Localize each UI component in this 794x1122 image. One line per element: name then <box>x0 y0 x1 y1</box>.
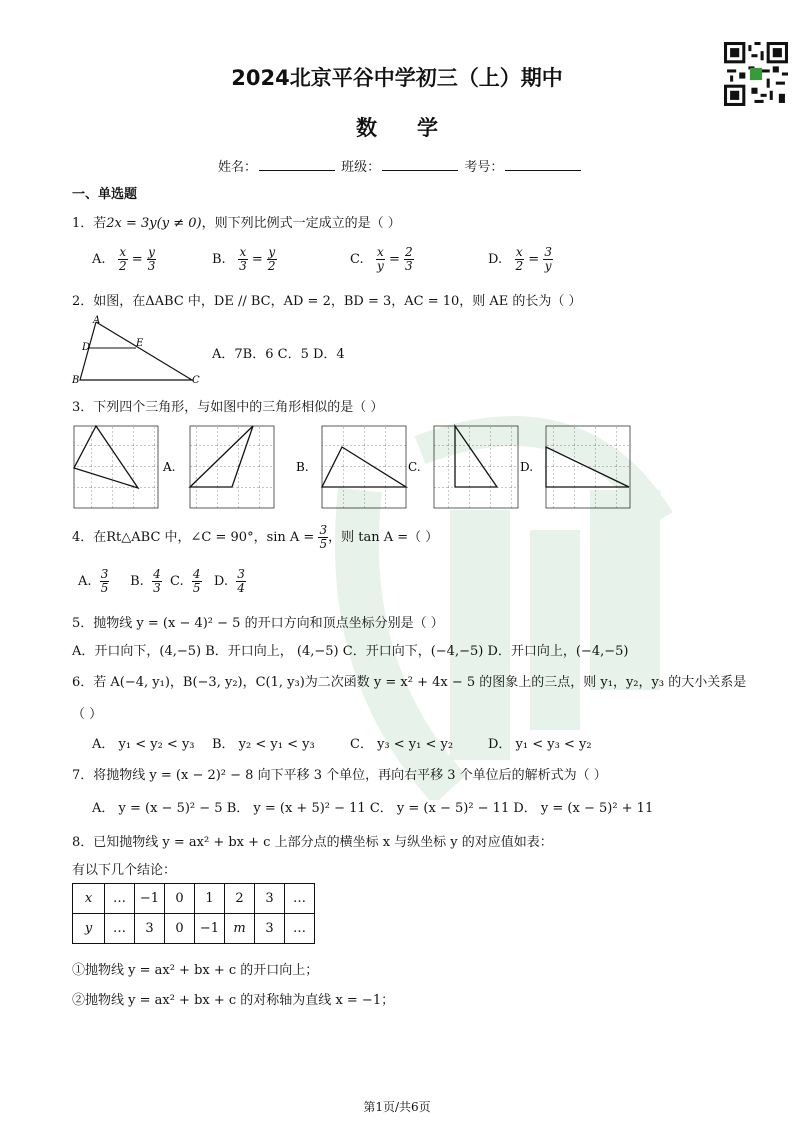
table-cell: … <box>285 914 315 944</box>
q5-options: A．开口向下，(4,−5) B．开口向上， (4,−5) C．开口向下，(−4,−5) D．开口向上，(−4,−5) <box>72 644 629 659</box>
subject-title: 数学 <box>356 116 478 140</box>
q3-option-d-triangle <box>546 426 630 508</box>
class-blank[interactable] <box>382 158 458 171</box>
class-label: 班级： <box>341 160 381 175</box>
question-3-stem: 3．下列四个三角形，与如图中的三角形相似的是（ ） <box>72 400 384 415</box>
name-label: 姓名： <box>218 160 258 175</box>
section-title: 一、单选题 <box>72 187 138 202</box>
table-cell: … <box>105 914 135 944</box>
q2-label-b: B <box>72 375 80 386</box>
q2-label-c: C <box>192 375 200 386</box>
q6-option-d: D． y₁ < y₃ < y₂ <box>488 737 592 752</box>
q6-option-c: C． y₃ < y₁ < y₂ <box>350 737 454 752</box>
question-6-stem: 6．若 A(−4, y₁)，B(−3, y₂)，C(1, y₃)为二次函数 y = x² + 4x − 5 的图象上的三点，则 y₁，y₂，y₃ 的大小关系是 <box>72 675 747 690</box>
name-blank[interactable] <box>259 158 335 171</box>
question-7-stem: 7．将抛物线 y = (x − 2)² − 8 向下平移 3 个单位，再向右平移 3 个单位后的解析式为（ ） <box>72 768 607 783</box>
q3-option-d-label: D. <box>520 460 534 474</box>
table-cell: −1 <box>195 914 225 944</box>
table-cell: −1 <box>135 884 165 914</box>
q3-reference-triangle <box>74 426 158 508</box>
page-footer: 第1页/共6页 <box>363 1100 431 1114</box>
q2-label-a: A <box>93 315 101 326</box>
exam-no-blank[interactable] <box>505 158 581 171</box>
q1-option-a: A. $\frac{x}{2}$ = $\frac{y}{3}$ <box>92 245 156 274</box>
q3-option-c-triangle <box>434 426 518 508</box>
q4-options: A. $\frac{3}{5}$ B. $\frac{4}{3}$ C. $\frac{4}{5}$ D. $\frac{3}{4}$ <box>78 567 245 596</box>
question-5-stem: 5．抛物线 y = (x − 4)² − 5 的开口方向和顶点坐标分别是（ ） <box>72 616 444 631</box>
q2-options: A．7B．6 C．5 D．4 <box>212 347 345 362</box>
q8-intro: 有以下几个结论： <box>72 863 177 878</box>
table-cell: 3 <box>255 884 285 914</box>
q6-option-b: B． y₂ < y₁ < y₃ <box>212 737 315 752</box>
question-2-stem: 2．如图，在ΔABC 中，DE // BC，AD = 2，BD = 3，AC = 10，则 AE 的长为（ ） <box>72 294 582 309</box>
table-cell: 1 <box>195 884 225 914</box>
q3-option-b-label: B. <box>296 460 309 474</box>
q7-options: A． y = (x − 5)² − 5 B． y = (x + 5)² − 11 C． y = (x − 5)² − 11 D． y = (x − 5)² + 11 <box>92 801 654 816</box>
table-cell: x <box>73 884 105 914</box>
question-8-stem: 8．已知抛物线 y = ax² + bx + c 上部分点的横坐标 x 与纵坐标 y 的对应值如表： <box>72 835 553 850</box>
table-row-y <box>73 914 315 944</box>
page-title: 2024北京平谷中学初三（上）期中 <box>231 66 563 90</box>
question-6-stem-cont: （ ） <box>72 707 103 722</box>
q8-conclusion-2: ②抛物线 y = ax² + bx + c 的对称轴为直线 x = −1； <box>72 993 395 1008</box>
table-cell: 3 <box>255 914 285 944</box>
table-cell: 2 <box>225 884 255 914</box>
table-cell: 3 <box>135 914 165 944</box>
q2-triangle-figure <box>70 314 205 386</box>
q6-option-a: A． y₁ < y₂ < y₃ <box>92 737 195 752</box>
q3-option-c-label: C. <box>408 460 421 474</box>
q1-option-b: B. $\frac{x}{3}$ = $\frac{y}{2}$ <box>212 245 276 274</box>
q2-label-e: E <box>136 338 144 349</box>
table-cell: y <box>73 914 105 944</box>
table-cell: … <box>105 884 135 914</box>
q3-option-a-label: A. <box>163 460 176 474</box>
table-row-x <box>73 884 315 914</box>
question-4-stem: 4．在Rt△ABC 中，∠C = 90°，sin A = $\frac{3}{5}$ ，则 tan A =（ ） <box>72 523 439 552</box>
q2-label-d: D <box>82 342 91 353</box>
q1-option-d: D. $\frac{x}{2}$ = $\frac{3}{y}$ <box>488 245 552 274</box>
student-info <box>218 156 583 175</box>
q8-conclusion-1: ①抛物线 y = ax² + bx + c 的开口向上； <box>72 963 319 978</box>
table-cell: 0 <box>165 914 195 944</box>
q1-option-c: C. $\frac{x}{y}$ = $\frac{2}{3}$ <box>350 245 413 274</box>
table-cell: … <box>285 884 315 914</box>
q3-option-b-triangle <box>322 426 406 508</box>
question-1-stem: 1．若2x = 3y(y ≠ 0)，则下列比例式一定成立的是（ ） <box>72 216 401 231</box>
table-cell: m <box>225 914 255 944</box>
exam-no-label: 考号： <box>464 160 504 175</box>
table-cell: 0 <box>165 884 195 914</box>
q8-value-table <box>72 883 315 944</box>
q3-figures <box>70 424 670 510</box>
q3-option-a-triangle <box>190 426 274 508</box>
